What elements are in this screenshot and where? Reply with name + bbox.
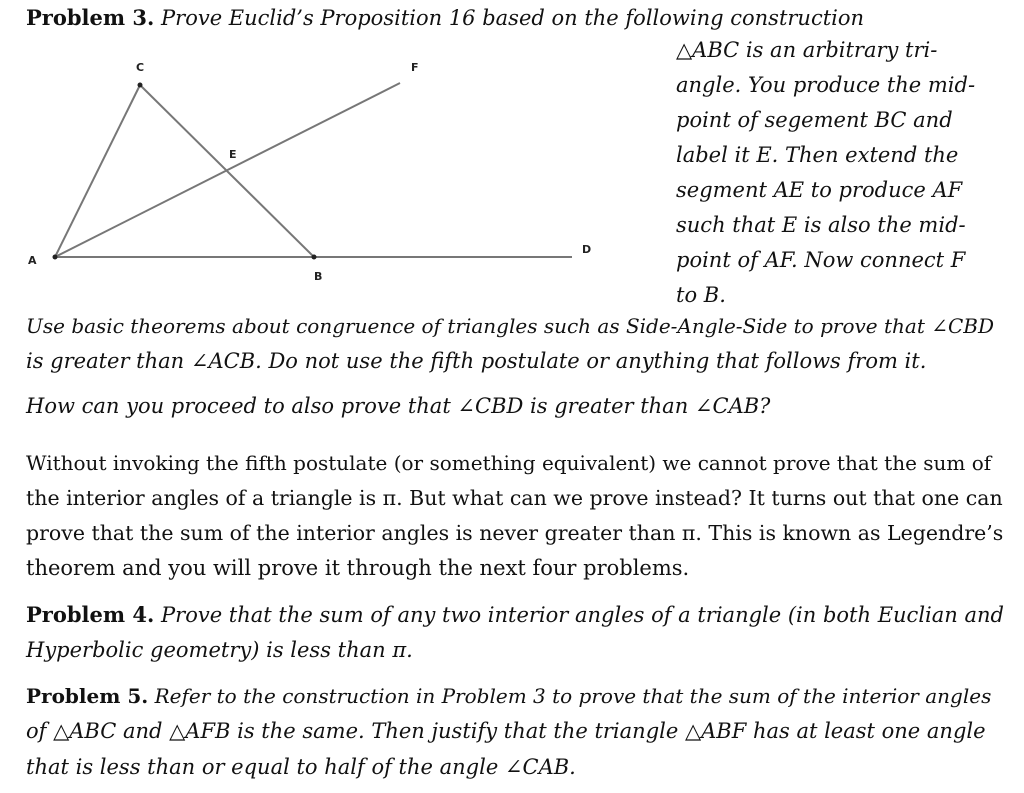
point-C xyxy=(138,83,143,88)
intro-line: the interior angles of a triangle is π. But what can we prove instead? It turns out that one can xyxy=(26,486,1003,510)
side-line: label it E. Then extend the xyxy=(676,143,959,167)
problem4-text: Prove that the sum of any two interior angles of a triangle (in both Euclian and xyxy=(161,603,1004,627)
problem3-followup: How can you proceed to also prove that ∠CBD is greater than ∠CAB? xyxy=(26,394,771,418)
problem5-line1 xyxy=(26,681,991,711)
problem4-line1 xyxy=(26,600,1004,630)
point-B xyxy=(312,255,317,260)
problem5-text: Refer to the construction in Problem 3 to prove that the sum of the interior angles xyxy=(154,684,992,708)
problem5-line2: of △ABC and △AFB is the same. Then justify that the triangle △ABF has at least one angle xyxy=(26,719,986,743)
problem3-task-line2: is greater than ∠ACB. Do not use the fifth postulate or anything that follows from it. xyxy=(26,349,927,373)
point-A xyxy=(53,255,58,260)
problem5-label: Problem 5. xyxy=(26,684,149,708)
label-F: F xyxy=(411,61,419,74)
label-C: C xyxy=(136,61,145,74)
intro-line: Without invoking the fifth postulate (or something equivalent) we cannot prove that the sum of xyxy=(26,451,992,475)
segment-AC xyxy=(55,85,140,257)
construction-description xyxy=(676,33,976,313)
side-line: point of AF. Now connect F xyxy=(676,248,966,272)
label-A: A xyxy=(28,254,37,267)
label-E: E xyxy=(229,148,237,161)
problem3-label: Problem 3. xyxy=(26,5,155,30)
label-B: B xyxy=(314,270,323,283)
side-line: angle. You produce the mid- xyxy=(676,73,976,97)
intro-line: theorem and you will prove it through the next four problems. xyxy=(26,556,690,580)
problem3-statement: Prove Euclid’s Proposition 16 based on the following construction xyxy=(161,6,865,30)
side-line: to B. xyxy=(676,283,726,307)
construction-figure xyxy=(0,40,620,300)
problem5-line3: that is less than or equal to half of the angle ∠CAB. xyxy=(26,755,576,779)
side-line: segment AE to produce AF xyxy=(676,178,963,202)
problem4-line2: Hyperbolic geometry) is less than π. xyxy=(26,638,413,662)
intro-line: prove that the sum of the interior angles is never greater than π. This is known as Legendre’s xyxy=(26,521,1004,545)
problem3-task-line1: Use basic theorems about congruence of triangles such as Side-Angle-Side to prove that ∠CBD xyxy=(26,314,995,338)
side-line: point of segement BC and xyxy=(676,108,953,132)
problem4-label: Problem 4. xyxy=(26,602,155,627)
segment-AF xyxy=(55,83,400,257)
side-line: △ABC is an arbitrary tri- xyxy=(676,38,938,62)
side-line: such that E is also the mid- xyxy=(676,213,966,237)
problem3-heading xyxy=(26,3,864,33)
label-D: D xyxy=(582,243,592,256)
